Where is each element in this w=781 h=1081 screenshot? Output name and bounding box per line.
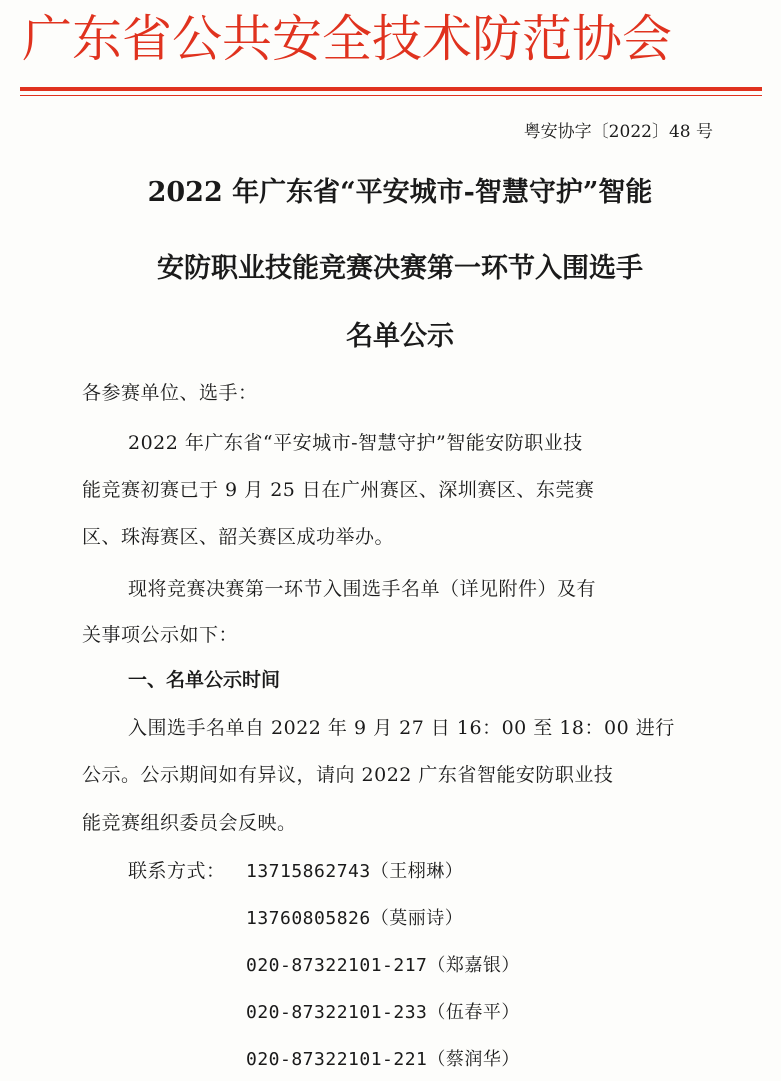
document-title-line-3: 名单公示: [346, 321, 454, 352]
header-divider-thin: [20, 95, 762, 96]
paragraph-3-line-2: 公示。公示期间如有异议，请向 2022 广东省智能安防职业技: [82, 764, 614, 786]
contact-item: 020-87322101-221（蔡润华）: [246, 1049, 520, 1070]
contact-item: 13715862743（王栩琳）: [246, 861, 464, 882]
document-title-line-2: 安防职业技能竞赛决赛第一环节入围选手: [157, 253, 643, 284]
paragraph-3-line-1: 入围选手名单自 2022 年 9 月 27 日 16：00 至 18：00 进行: [128, 717, 675, 739]
contact-item: 020-87322101-217（郑嘉银）: [246, 955, 520, 976]
paragraph-2-line-2: 关事项公示如下：: [82, 624, 239, 646]
contact-item: 020-87322101-233（伍春平）: [246, 1002, 520, 1023]
issuing-organization-header: 广东省公共安全技术防范协会: [22, 10, 672, 68]
salutation: 各参赛单位、选手：: [82, 382, 258, 404]
paragraph-3-line-3: 能竞赛组织委员会反映。: [82, 812, 297, 834]
contact-item: 13760805826（莫丽诗）: [246, 908, 464, 929]
document-number: 粤安协字〔2022〕48 号: [523, 122, 713, 142]
paragraph-1-line-1: 2022 年广东省“平安城市-智慧守护”智能安防职业技: [128, 432, 583, 454]
paragraph-1-line-3: 区、珠海赛区、韶关赛区成功举办。: [82, 526, 395, 548]
document-title-line-1: 2022 年广东省“平安城市-智慧守护”智能: [147, 177, 653, 208]
section-1-heading: 一、名单公示时间: [128, 669, 281, 691]
paragraph-2-line-1: 现将竞赛决赛第一环节入围选手名单（详见附件）及有: [128, 578, 597, 600]
header-divider-thick: [20, 87, 762, 91]
contact-label: 联系方式：: [128, 860, 226, 882]
paragraph-1-line-2: 能竞赛初赛已于 9 月 25 日在广州赛区、深圳赛区、东莞赛: [82, 479, 595, 501]
